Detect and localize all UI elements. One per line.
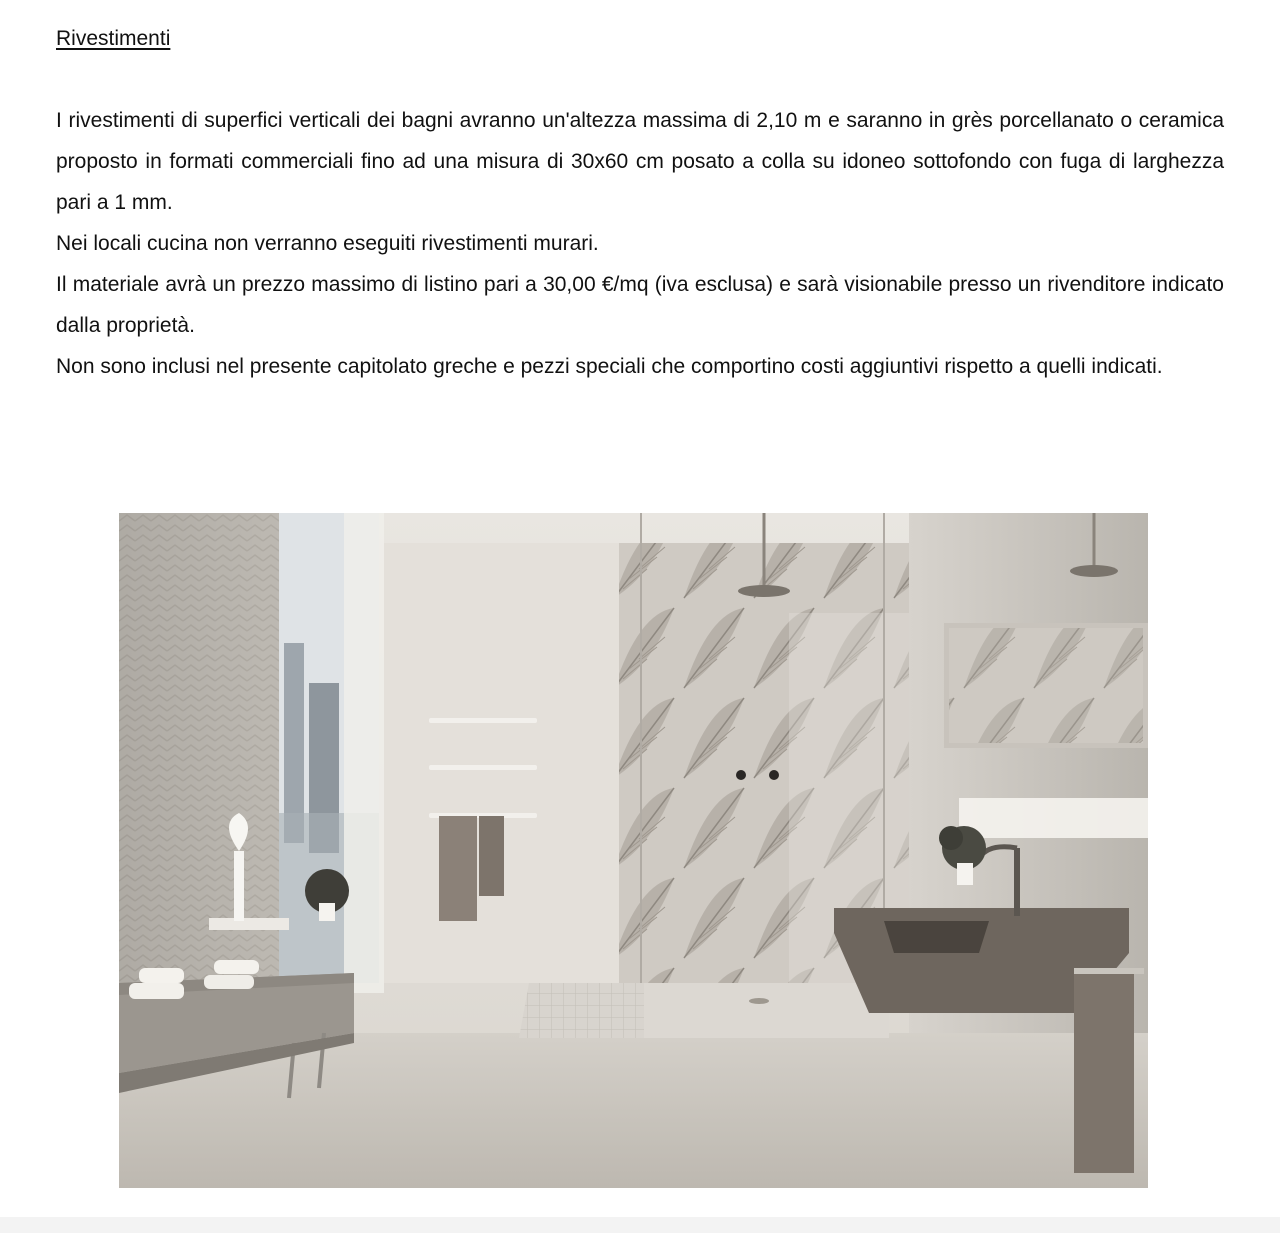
paragraph-4: Non sono inclusi nel presente capitolato greche e pezzi speciali che comportino costi aggiuntivi rispetto a quelli indicati. [56,355,1163,378]
body-text [56,100,1224,387]
section-title: Rivestimenti [56,27,171,50]
paragraph-1: I rivestimenti di superfici verticali dei bagni avranno un'altezza massima di 2,10 m e saranno in grès porcellanato o ceramica proposto in formati commerciali fino ad una misura di 30x60 cm posato a colla su idoneo sottofondo con fuga di larghezza pari a 1 mm. [56,109,1224,214]
bathroom-photo [119,513,1148,1188]
page-bottom-strip [0,1217,1280,1233]
paragraph-3: Il materiale avrà un prezzo massimo di listino pari a 30,00 €/mq (iva esclusa) e sarà visionabile presso un rivenditore indicato dalla proprietà. [56,273,1224,337]
paragraph-2: Nei locali cucina non verranno eseguiti rivestimenti murari. [56,232,599,255]
